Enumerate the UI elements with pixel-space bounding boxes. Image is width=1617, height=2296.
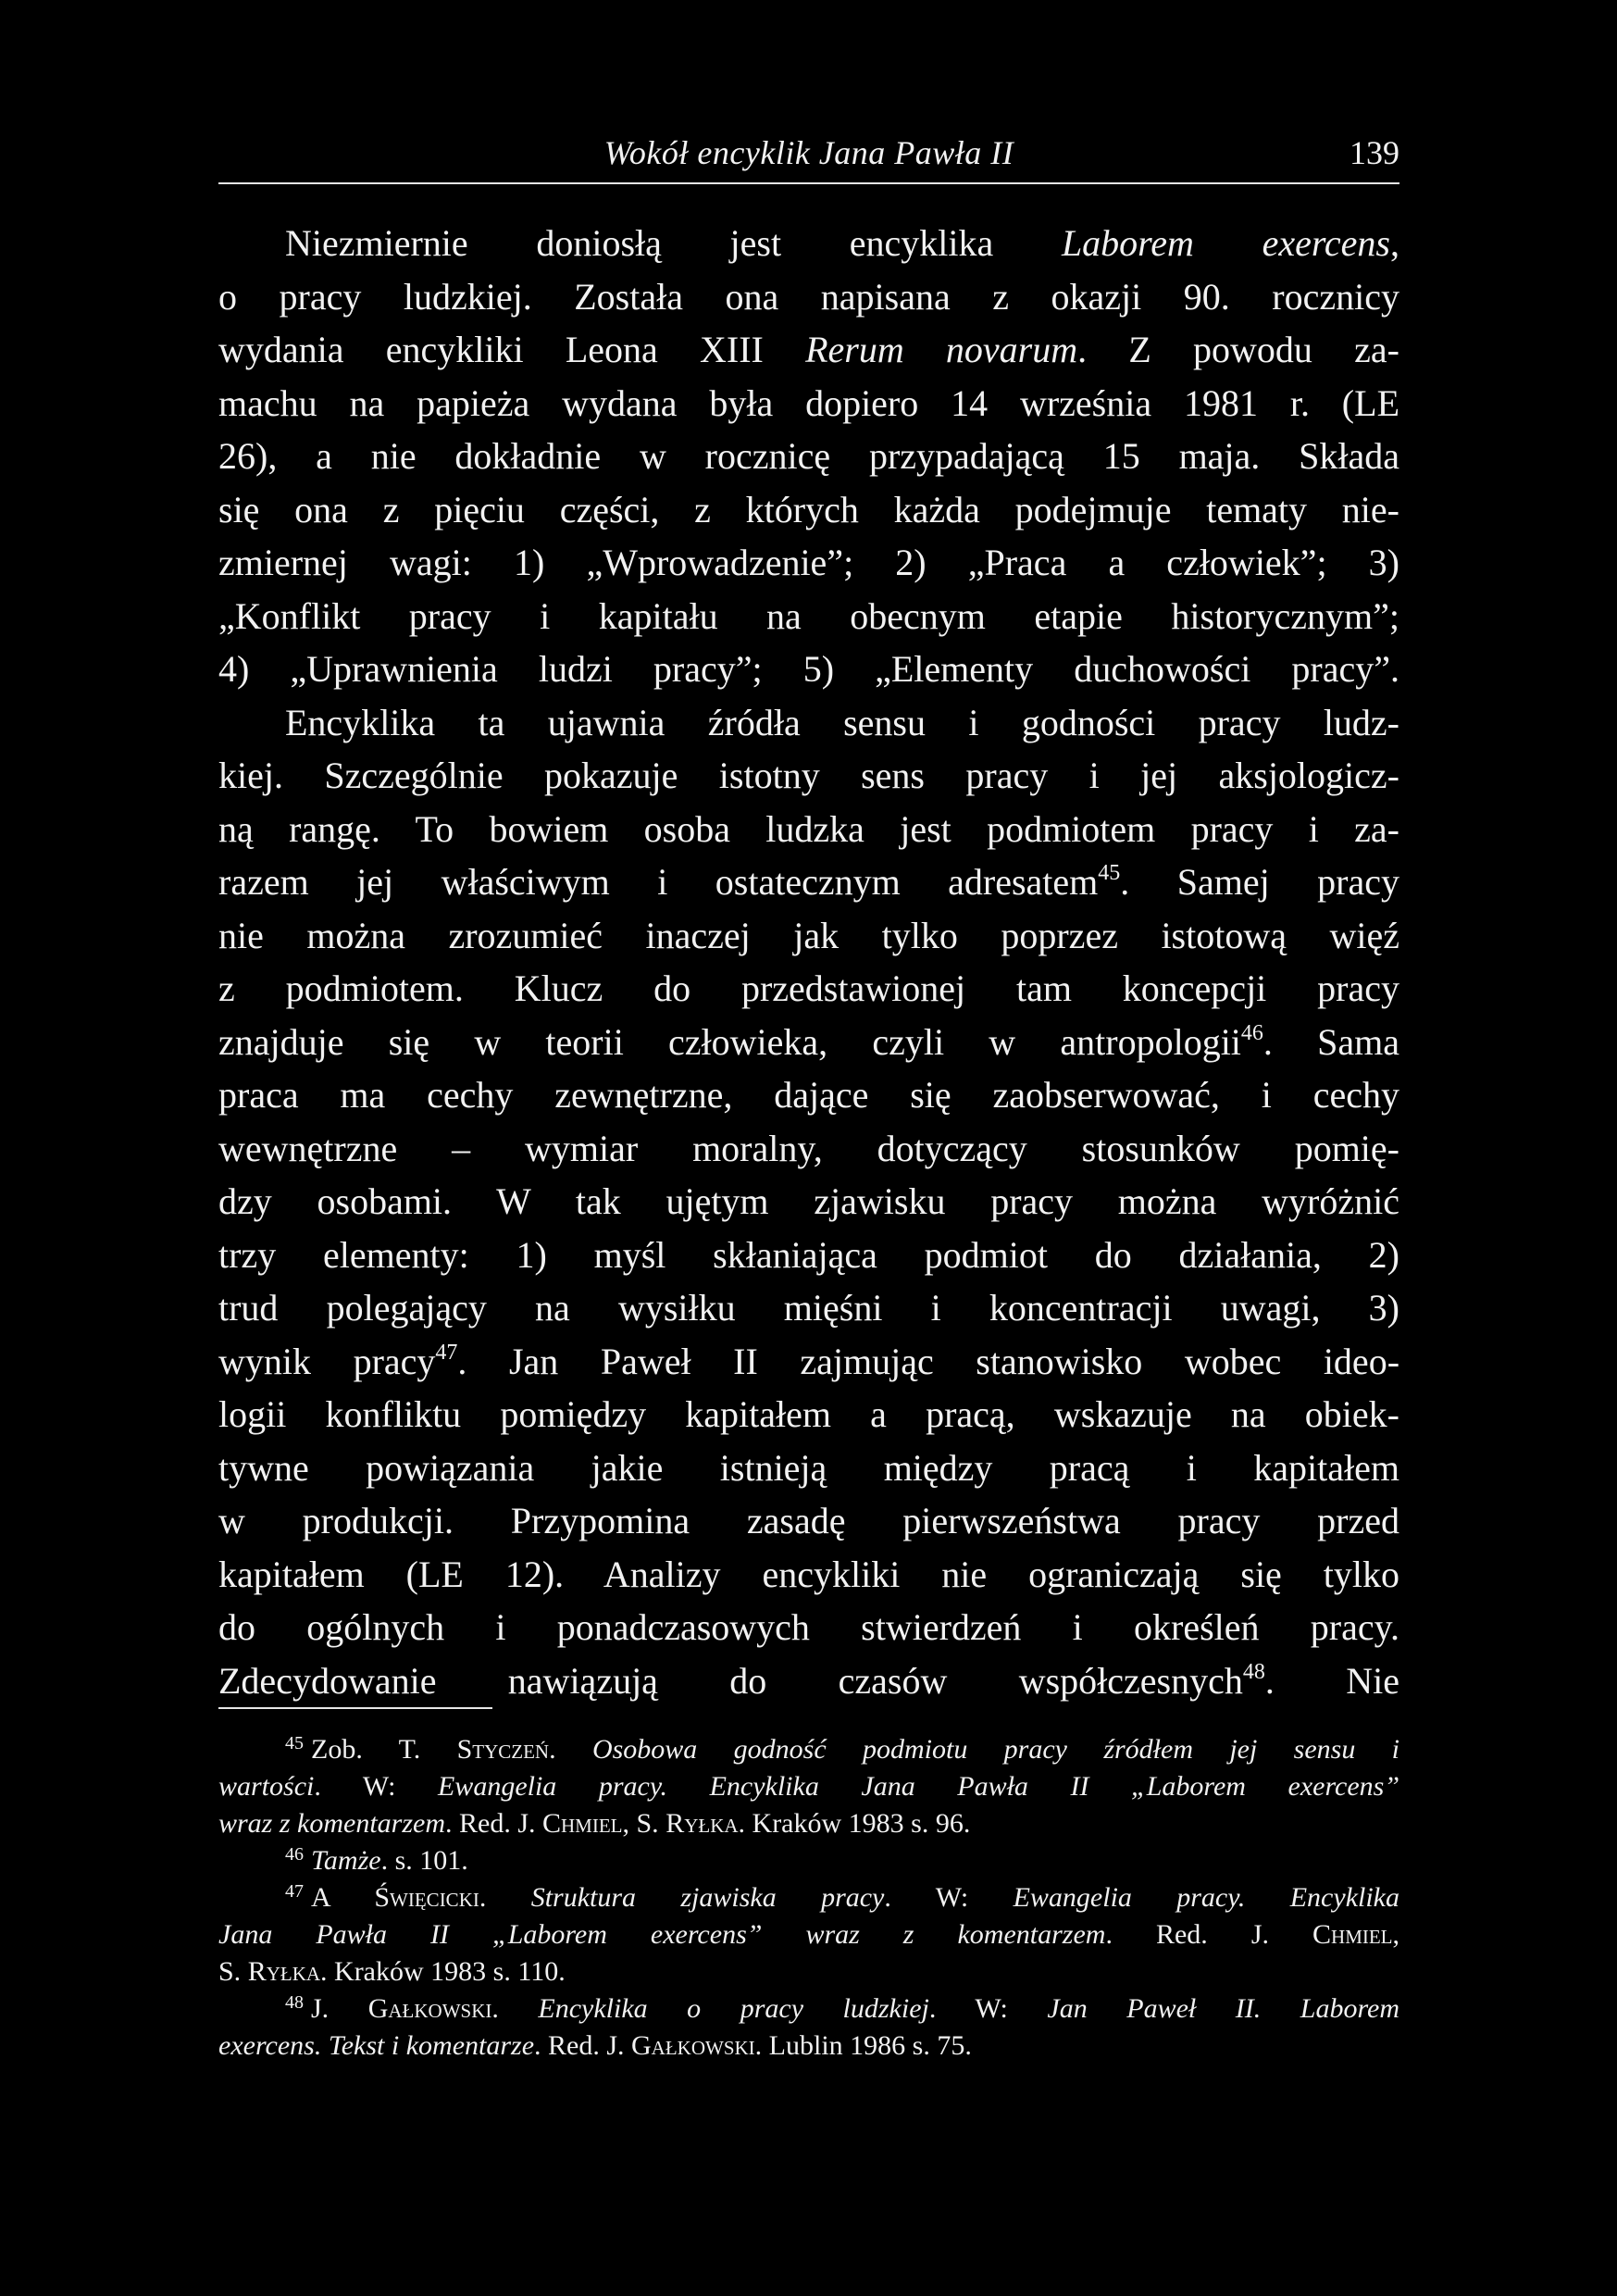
body-line [218, 483, 1399, 537]
text-run: . [491, 1993, 539, 2024]
footnote-line [218, 1953, 1399, 1990]
text-run: . W: [928, 1993, 1048, 2024]
body-line [218, 803, 1399, 856]
text-run: nie można zrozumieć inaczej jak tylko poprzez istotową więź [218, 914, 1399, 956]
footnote-line [218, 2028, 1399, 2065]
text-run: tywne powiązania jakie istnieją między pracą i kapitałem [218, 1446, 1399, 1489]
text-run: Zdecydowanie nawiązują do czasów współczesnych [218, 1659, 1243, 1702]
body-line [218, 377, 1399, 430]
body-line [218, 1175, 1399, 1229]
italic-run: wraz z komentarzem [218, 1808, 445, 1839]
footnotes [218, 1731, 1399, 2065]
body-line [218, 1494, 1399, 1548]
text-run: do ogólnych i ponadczasowych stwierdzeń i określeń pracy. [218, 1606, 1399, 1648]
footnote-number: 46 [285, 1844, 304, 1865]
body-line [218, 323, 1399, 377]
page-number: 139 [1350, 134, 1399, 171]
text-run: dzy osobami. W tak ujętym zjawisku pracy można wyróżnić [218, 1180, 1399, 1222]
text-run: . W: [884, 1882, 1014, 1913]
text-run: J. [311, 1993, 368, 2024]
text-run: ną rangę. To bowiem osoba ludzka jest podmiotem pracy i za- [218, 807, 1399, 850]
text-run: . Z powodu za- [1077, 329, 1399, 370]
text-run: S. [218, 1956, 248, 1987]
text-run: wynik pracy [218, 1340, 436, 1382]
text-run: kapitałem (LE 12). Analizy encykliki nie ograniczają się tylko [218, 1553, 1399, 1595]
text-run: , [1390, 222, 1399, 264]
text-run: Niezmiernie doniosłą jest encyklika [285, 222, 1062, 264]
footnote-number: 45 [285, 1733, 304, 1753]
text-run: , [1392, 1919, 1400, 1950]
text-run: . Jan Paweł II zajmując stanowisko wobec ideo- [457, 1340, 1400, 1382]
author-name: Gałkowski [367, 1993, 492, 2024]
body-line [218, 1281, 1399, 1335]
text-run: praca ma cechy zewnętrzne, dające się zaobserwować, i cechy [218, 1074, 1399, 1116]
author-name: Chmiel [1312, 1919, 1393, 1950]
footnote-line [218, 1731, 1399, 1768]
italic-run: wartości [218, 1771, 315, 1802]
text-run: Encyklika ta ujawnia źródła sensu i godności pracy ludz- [285, 701, 1399, 743]
body-line [218, 1335, 1399, 1389]
footnote-ref: 45 [1098, 861, 1121, 885]
text-run: . Red. J. [534, 2030, 632, 2061]
author-name: Chmiel [542, 1808, 623, 1839]
text-run: 4) „Uprawnienia ludzi pracy”; 5) „Elementy duchowości pracy”. [218, 648, 1399, 690]
body-line [218, 1441, 1399, 1495]
footnote-line [218, 1842, 1399, 1879]
italic-run: Osobowa godność podmiotu pracy źródłem jej sensu i [591, 1734, 1400, 1765]
author-name: Gałkowski [631, 2030, 755, 2061]
footnote-ref: 48 [1242, 1659, 1265, 1684]
header-rule [218, 182, 1399, 184]
italic-run: Ewangelia pracy. Encyklika Jana Pawła II „Laborem exercens” [437, 1771, 1400, 1802]
text-run: . [549, 1734, 592, 1765]
author-name: Ryłka [247, 1956, 321, 1987]
body-line [218, 1016, 1399, 1069]
italic-run: Ewangelia pracy. Encyklika [1013, 1882, 1399, 1913]
author-name: Święcicki [374, 1882, 479, 1913]
body-line [218, 1122, 1399, 1176]
body-line [218, 909, 1399, 963]
body-line [218, 1601, 1399, 1654]
italic-run: Jan Paweł II. Laborem [1047, 1993, 1399, 2024]
body-line [218, 696, 1399, 750]
footnote-ref: 46 [1240, 1020, 1263, 1045]
footnote-line [218, 1916, 1399, 1953]
running-header [218, 130, 1399, 176]
text-run: machu na papieża wydana była dopiero 14 września 1981 r. (LE [218, 381, 1399, 424]
body-line [218, 536, 1399, 590]
text-run: kiej. Szczególnie pokazuje istotny sens pracy i jej aksjologicz- [218, 755, 1399, 796]
author-name: Styczeń [456, 1734, 550, 1765]
italic-run: Rerum novarum [805, 329, 1078, 370]
text-run: trzy elementy: 1) myśl skłaniająca podmiot do działania, 2) [218, 1233, 1399, 1276]
text-run: . s. 101. [380, 1845, 468, 1876]
body-line [218, 749, 1399, 803]
footnote-line [218, 1768, 1399, 1805]
italic-run: Struktura zjawiska pracy [530, 1882, 885, 1913]
italic-run: Encyklika o pracy ludzkiej [538, 1993, 929, 2024]
body-line [218, 1229, 1399, 1282]
author-name: Ryłka [665, 1808, 739, 1839]
text-run: . Lublin 1986 s. 75. [754, 2030, 972, 2061]
text-run: . Nie [1264, 1659, 1399, 1702]
footnote-number: 47 [285, 1881, 304, 1902]
footnote-separator [218, 1707, 492, 1709]
text-run: w produkcji. Przypomina zasadę pierwszeństwa pracy przed [218, 1500, 1399, 1541]
italic-run: exercens. Tekst i komentarze [218, 2030, 535, 2061]
text-run: o pracy ludzkiej. Została ona napisana z okazji 90. rocznicy [218, 275, 1399, 318]
text-run: znajduje się w teorii człowieka, czyli w antropologii [218, 1020, 1241, 1063]
text-run: . Samej pracy [1120, 861, 1400, 903]
text-run: się ona z pięciu części, z których każda podejmuje tematy nie- [218, 488, 1399, 530]
text-run: . Red. J. [1105, 1919, 1313, 1950]
body-line [218, 590, 1399, 643]
text-run: „Konflikt pracy i kapitału na obecnym etapie historycznym”; [218, 594, 1399, 637]
text-run: , S. [622, 1808, 666, 1839]
text-run: A [311, 1882, 375, 1913]
footnote-line [218, 1879, 1399, 1916]
text-run: . Red. J. [445, 1808, 542, 1839]
body-line [218, 430, 1399, 483]
footnote-line [218, 1990, 1399, 2028]
body-line [218, 270, 1399, 324]
text-run: z podmiotem. Klucz do przedstawionej tam koncepcji pracy [218, 967, 1399, 1009]
body-line [218, 1548, 1399, 1602]
text-run: logii konfliktu pomiędzy kapitałem a pracą, wskazuje na obiek- [218, 1393, 1399, 1435]
text-run: wewnętrzne – wymiar moralny, dotyczący stosunków pomię- [218, 1127, 1399, 1169]
footnote-number: 48 [285, 1992, 304, 2013]
text-run: razem jej właściwym i ostatecznym adresatem [218, 861, 1099, 903]
text-run: . Sama [1263, 1020, 1399, 1063]
body-line [218, 1388, 1399, 1441]
body-line [218, 1654, 1399, 1708]
body-line [218, 643, 1399, 696]
text-run: . W: [314, 1771, 438, 1802]
text-run: . Kraków 1983 s. 110. [320, 1956, 566, 1987]
text-run: zmiernej wagi: 1) „Wprowadzenie”; 2) „Praca a człowiek”; 3) [218, 542, 1399, 583]
body-line [218, 1068, 1399, 1122]
running-title: Wokół encyklik Jana Pawła II [603, 134, 1014, 171]
text-run: 26), a nie dokładnie w rocznicę przypadającą 15 maja. Składa [218, 435, 1399, 477]
body-text [218, 217, 1399, 1707]
text-run: trud polegający na wysiłku mięśni i koncentracji uwagi, 3) [218, 1287, 1399, 1329]
text-run: . [479, 1882, 531, 1913]
body-line [218, 962, 1399, 1016]
text-run: . Kraków 1983 s. 96. [738, 1808, 971, 1839]
footnote-line [218, 1805, 1399, 1842]
italic-run: Jana Pawła II „Laborem exercens” wraz z komentarzem [218, 1919, 1106, 1950]
body-line [218, 217, 1399, 270]
text-run: Zob. T. [311, 1734, 457, 1765]
italic-run: Tamże [311, 1845, 381, 1876]
italic-run: Laborem exercens [1061, 222, 1390, 264]
body-line [218, 855, 1399, 909]
text-run: wydania encykliki Leona XIII [218, 329, 806, 370]
footnote-ref: 47 [435, 1340, 458, 1365]
